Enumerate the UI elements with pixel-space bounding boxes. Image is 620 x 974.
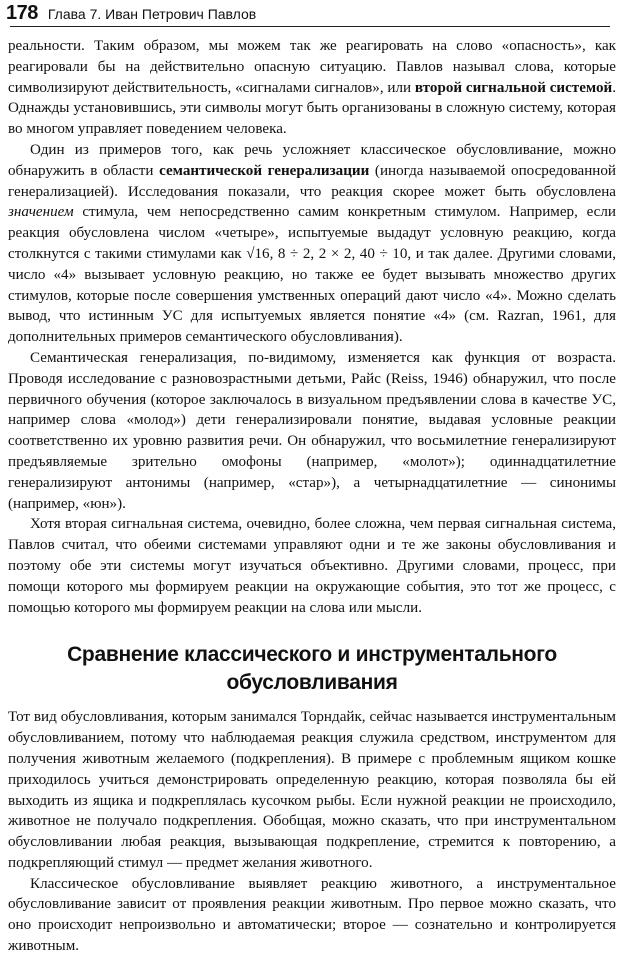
chapter-title: Глава 7. Иван Петрович Павлов: [47, 6, 257, 22]
italic-term: значением: [8, 204, 74, 221]
body-text: [8, 36, 616, 957]
bold-term: второй сигнальной системой: [414, 79, 613, 96]
paragraph-second-signal-system: [8, 36, 616, 140]
running-head: [6, 2, 614, 28]
paragraph-age-function: Семантическая генерализация, по-видимому, изменяется как функция от возраста. Проводя исследование с разновозрастными детьми, Райс (Reiss, 1946) обнаружил, что после первичного обучения (которое заключалось в визуальном предъявлении слова в качестве УС, например слова «молод») дети генерализировали понятие, выдавая условные реакции соответственно их уровню развития речи. Он обнаружил, что восьмилетние генерализируют предъявляемые зрительно омофоны (например, «молот»); одиннадцатилетние генерализируют антонимы (например, «стар»), а четырнадцатилетние — синонимы (например, «юн»).: [8, 349, 616, 512]
paragraph-signal-systems-laws: Хотя вторая сигнальная система, очевидно, более сложна, чем первая сигнальная система, Павлов считал, что обеими системами управляют одни и те же законы обусловливания и поэтому обе эти системы могут изучаться объективно. Другими словами, процесс, при помощи которого мы формируем реакции на окружающие события, это тот же процесс, с помощью которого мы формируем реакции на слова или мысли.: [8, 516, 616, 616]
paragraph-text: стимула, чем непосредственно самим конкретным стимулом. Например, если реакция обусловлена числом «четыре», испытуемые выдадут условную реакцию, когда столкнутся с такими стимулами как √16, 8 ÷ 2, 2 × 2, 40 ÷ 10, и так далее. Другими словами, число «4» вызывает условную реакцию, но также ее будет вызывать множество других стимулов, которые после совершения умственных операций дают число «4». Можно сделать вывод, что истинным УС для испытуемых является понятие «4» (см. Razran, 1961, для дополнительных примеров семантического обусловливания).: [8, 204, 616, 346]
paragraph-text: (иногда называемой опосредованной генерализацией). Исследования показали, что реакция скорее может быть обусловлена: [8, 162, 616, 200]
bold-term: семантической генерализации: [159, 162, 370, 179]
section-heading-line: Сравнение классического и инструментального: [67, 643, 557, 667]
header-rule: [10, 26, 610, 27]
paragraph-text: . Однажды установившись, эти символы могут быть организованы в сложную систему, которая во многом управляет поведением человека.: [8, 79, 617, 138]
page-number: 178: [6, 2, 38, 24]
paragraph-instrumental-conditioning: Тот вид обусловливания, которым занимался Торндайк, сейчас называется инструментальным обусловливанием, потому что наблюдаемая реакция служила средством, инструментом для получения животным желаемого (подкрепления). В примере с проблемным ящиком кошке приходилось учиться демонстрировать определенную реакцию, которая позволяла бы ей выходить из ящика и подкреплялась кусочком рыбы. Если нужной реакции не происходило, животное не получало подкрепления. Обобщая, можно сказать, что при инструментальном обусловливании любая реакция, вызывающая подкрепление, стремится к повторению, а подкрепляющий стимул — предмет желания животного.: [8, 709, 616, 871]
paragraph-text: реальности. Таким образом, мы можем так же реагировать на слово «опасность», как реагировали бы на действительно опасную ситуацию. Павлов называл слова, которые символизируют действительность, «сигналами сигналов», или: [8, 38, 616, 96]
section-heading: [8, 641, 616, 697]
section-heading-line: обусловливания: [226, 671, 398, 695]
paragraph-semantic-generalization: [8, 140, 616, 348]
paragraph-text: Один из примеров того, как речь усложняет классическое обусловливание, можно обнаружить в области: [8, 141, 616, 179]
paragraph-classical-vs-instrumental: Классическое обусловливание выявляет реакцию животного, а инструментальное обусловливание зависит от проявления реакции животным. Про первое можно сказать, что оно происходит непроизвольно и автоматически; второе — сознательно и контролируется животным.: [8, 875, 616, 955]
